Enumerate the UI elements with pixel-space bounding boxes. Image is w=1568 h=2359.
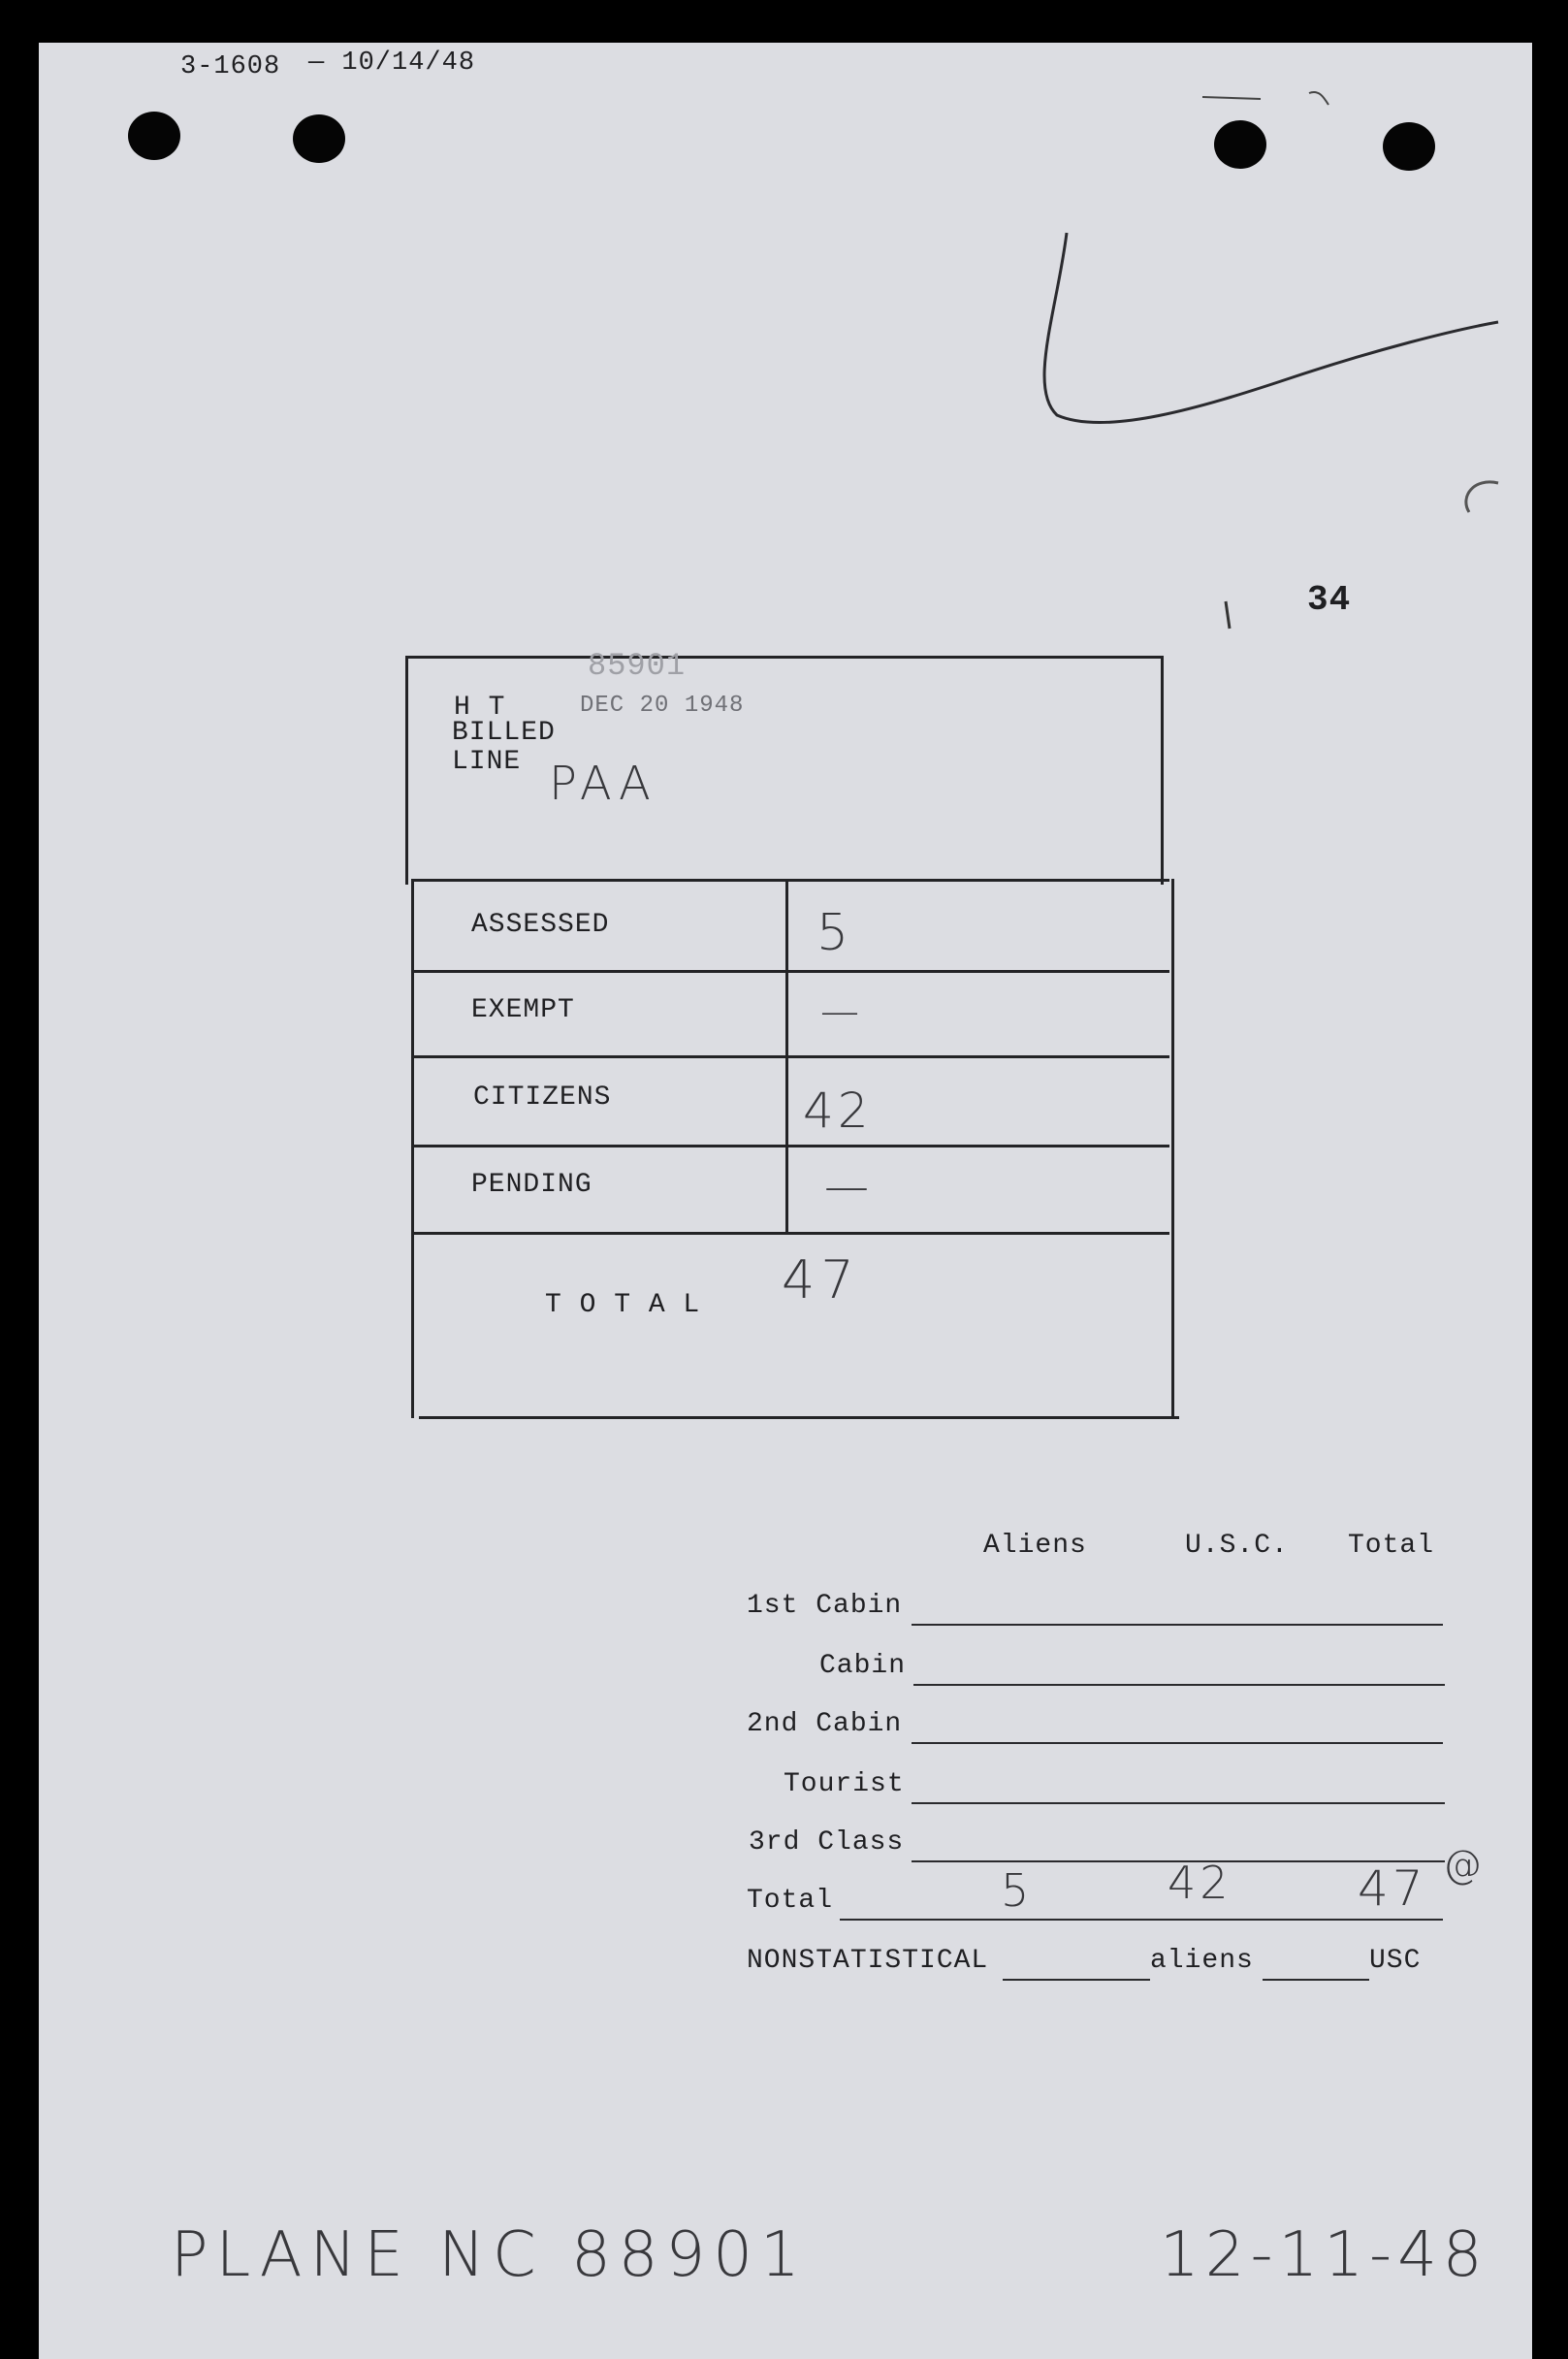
nonstatistical-aliens-label: aliens <box>1150 1946 1254 1976</box>
row-underline <box>913 1684 1445 1686</box>
class-row-label: 3rd Class <box>749 1827 905 1858</box>
tally-value: — <box>824 1160 869 1212</box>
class-row-label: 1st Cabin <box>747 1591 903 1621</box>
grid-rule <box>419 1416 1179 1419</box>
tally-total-label: T O T A L <box>545 1290 701 1320</box>
column-header: Total <box>1348 1531 1435 1561</box>
grid-rule <box>785 879 788 1232</box>
form-number: 3-1608 <box>180 52 281 81</box>
grid-rule <box>1171 879 1174 1418</box>
grid-rule <box>411 879 1169 882</box>
row-underline <box>912 1742 1443 1744</box>
row-underline <box>912 1802 1445 1804</box>
billed-label: BILLED <box>452 718 556 748</box>
column-header: U.S.C. <box>1185 1531 1289 1561</box>
row-underline <box>1003 1979 1150 1981</box>
total-total: 47 <box>1358 1860 1427 1917</box>
footer-date: 12-11-48 <box>1160 2219 1488 2291</box>
grid-rule <box>411 1145 1169 1147</box>
stamp-number: 85901 <box>588 648 687 684</box>
nonstatistical-label: NONSTATISTICAL <box>747 1946 989 1976</box>
class-row-label: Tourist <box>784 1769 905 1799</box>
total-row-label: Total <box>747 1886 834 1916</box>
tally-value: 42 <box>803 1083 873 1139</box>
column-header: Aliens <box>983 1531 1087 1561</box>
tally-total-value: 47 <box>782 1249 860 1310</box>
tally-value: 5 <box>816 904 849 962</box>
ht-label: H T <box>454 693 506 723</box>
tally-label: ASSESSED <box>471 910 610 940</box>
class-row-label: Cabin <box>819 1651 907 1681</box>
grid-rule <box>411 1232 1169 1235</box>
tally-value: — <box>820 989 859 1034</box>
row-underline <box>1263 1979 1369 1981</box>
class-row-label: 2nd Cabin <box>747 1709 903 1739</box>
plane-number: PLANE NC 88901 <box>171 2219 808 2291</box>
tally-label: PENDING <box>471 1170 592 1200</box>
stamp-date: DEC 20 1948 <box>580 693 745 719</box>
total-mark: @ <box>1443 1843 1482 1888</box>
grid-rule <box>411 879 414 1418</box>
tally-label: EXEMPT <box>471 995 575 1025</box>
row-underline <box>840 1919 1443 1921</box>
grid-rule <box>411 970 1169 973</box>
grid-rule <box>411 1055 1169 1058</box>
line-label: LINE <box>452 747 522 777</box>
form-date: — 10/14/48 <box>308 48 476 78</box>
tally-label: CITIZENS <box>473 1083 612 1113</box>
total-aliens: 5 <box>1001 1864 1030 1917</box>
nonstatistical-usc-label: USC <box>1369 1946 1422 1976</box>
line-value: PAA <box>549 757 656 811</box>
total-usc: 42 <box>1168 1857 1232 1909</box>
page-number: 34 <box>1307 580 1352 620</box>
row-underline <box>912 1624 1443 1626</box>
